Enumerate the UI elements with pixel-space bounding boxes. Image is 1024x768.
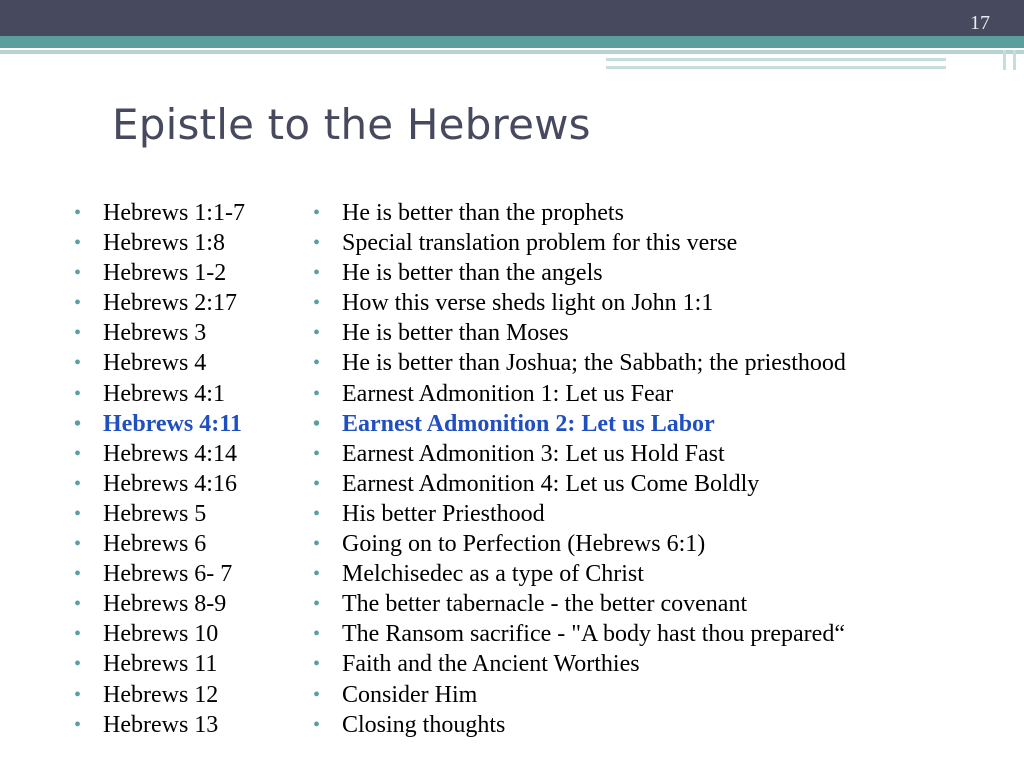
bullet-icon: • — [313, 563, 321, 586]
reference-item-text: Hebrews 1:1-7 — [103, 200, 245, 226]
topic-item-text: Faith and the Ancient Worthies — [342, 651, 640, 678]
bullet-icon: • — [74, 502, 82, 525]
bullet-icon: • — [74, 472, 82, 495]
topic-item — [313, 710, 1013, 740]
reference-item-text: Hebrews 10 — [103, 621, 219, 648]
bullet-icon: • — [313, 292, 321, 315]
topic-item-text: Earnest Admonition 1: Let us Fear — [342, 380, 674, 407]
topic-item-text: He is better than the prophets — [342, 200, 624, 226]
reference-item — [74, 710, 304, 740]
topic-item-text: Consider Him — [342, 681, 478, 708]
reference-list — [74, 198, 304, 740]
reference-item-text: Hebrews 8-9 — [103, 591, 227, 618]
reference-item-text: Hebrews 5 — [103, 500, 207, 527]
bullet-icon: • — [313, 623, 321, 646]
bullet-icon: • — [74, 533, 82, 556]
reference-item-text: Hebrews 4:1 — [103, 380, 225, 407]
bullet-icon: • — [74, 292, 82, 315]
reference-item — [74, 469, 304, 499]
topic-item — [313, 228, 1013, 258]
reference-item — [74, 559, 304, 589]
reference-item — [74, 499, 304, 529]
bullet-icon: • — [313, 442, 321, 465]
reference-item — [74, 409, 304, 439]
bullet-icon: • — [313, 322, 321, 345]
bullet-icon: • — [74, 623, 82, 646]
topic-item — [313, 649, 1013, 679]
accent-band — [0, 36, 1024, 48]
topic-item — [313, 559, 1013, 589]
reference-item-text: Hebrews 1-2 — [103, 260, 227, 287]
reference-item-text: Hebrews 13 — [103, 711, 219, 738]
topic-item — [313, 499, 1013, 529]
bullet-icon: • — [313, 412, 321, 435]
topic-item — [313, 198, 1013, 228]
topic-item-text: Going on to Perfection (Hebrews 6:1) — [342, 531, 706, 558]
reference-item-text: Hebrews 11 — [103, 651, 218, 678]
reference-item-text: Hebrews 4 — [103, 350, 207, 377]
reference-item — [74, 258, 304, 288]
topic-item — [313, 680, 1013, 710]
topic-item-text: He is better than Joshua; the Sabbath; the priesthood — [342, 350, 846, 377]
reference-item — [74, 439, 304, 469]
bullet-icon: • — [74, 232, 82, 255]
topic-item-text: He is better than the angels — [342, 260, 603, 287]
bullet-icon: • — [74, 412, 82, 435]
topic-item — [313, 379, 1013, 409]
bullet-icon: • — [313, 472, 321, 495]
reference-item — [74, 649, 304, 679]
topic-item — [313, 469, 1013, 499]
bullet-icon: • — [313, 202, 321, 224]
reference-item-text: Hebrews 1:8 — [103, 230, 225, 257]
bullet-icon: • — [74, 352, 82, 375]
reference-item-text: Hebrews 4:11 — [103, 410, 242, 437]
bullet-icon: • — [74, 563, 82, 586]
topic-item — [313, 288, 1013, 318]
topic-item — [313, 529, 1013, 559]
topic-item-text: Earnest Admonition 3: Let us Hold Fast — [342, 440, 725, 467]
bullet-icon: • — [74, 442, 82, 465]
reference-item — [74, 680, 304, 710]
reference-item-text: Hebrews 6- 7 — [103, 561, 233, 588]
bullet-icon: • — [313, 593, 321, 616]
decorative-rule — [606, 58, 946, 61]
reference-item — [74, 619, 304, 649]
bullet-icon: • — [74, 202, 82, 224]
bullet-icon: • — [74, 262, 82, 285]
topic-item-text: Closing thoughts — [342, 711, 506, 738]
bullet-icon: • — [74, 322, 82, 345]
bullet-icon: • — [313, 713, 321, 736]
decorative-line — [1003, 50, 1006, 70]
topic-item-text: The better tabernacle - the better covenant — [342, 591, 748, 618]
bullet-icon: • — [74, 382, 82, 405]
bullet-icon: • — [313, 382, 321, 405]
reference-item — [74, 529, 304, 559]
reference-item — [74, 228, 304, 258]
topic-item — [313, 409, 1013, 439]
slide-title: Epistle to the Hebrews — [112, 100, 591, 149]
bullet-icon: • — [74, 683, 82, 706]
bullet-icon: • — [313, 683, 321, 706]
topic-list — [313, 198, 1013, 740]
topic-item — [313, 589, 1013, 619]
bullet-icon: • — [313, 502, 321, 525]
reference-item — [74, 318, 304, 348]
topic-item-text: The Ransom sacrifice - "A body hast thou prepared“ — [342, 621, 845, 648]
bullet-icon: • — [313, 262, 321, 285]
topic-item-text: Earnest Admonition 4: Let us Come Boldly — [342, 470, 760, 497]
bullet-icon: • — [74, 653, 82, 676]
reference-item-text: Hebrews 6 — [103, 531, 207, 558]
slide-number: 17 — [970, 12, 990, 34]
topic-item — [313, 258, 1013, 288]
reference-item-text: Hebrews 4:14 — [103, 440, 237, 467]
topic-item-text: How this verse sheds light on John 1:1 — [342, 290, 714, 317]
topic-item — [313, 348, 1013, 378]
topic-item — [313, 439, 1013, 469]
reference-item — [74, 589, 304, 619]
bullet-icon: • — [74, 713, 82, 736]
topic-item-text: Special translation problem for this verse — [342, 230, 738, 257]
bullet-icon: • — [313, 352, 321, 375]
topic-item — [313, 619, 1013, 649]
bullet-icon: • — [313, 653, 321, 676]
reference-item-text: Hebrews 2:17 — [103, 290, 237, 317]
bullet-icon: • — [74, 593, 82, 616]
decorative-rule — [606, 66, 946, 69]
reference-item-text: Hebrews 4:16 — [103, 470, 237, 497]
topic-item-text: His better Priesthood — [342, 500, 545, 527]
bullet-icon: • — [313, 533, 321, 556]
reference-item — [74, 198, 304, 228]
reference-item — [74, 379, 304, 409]
bullet-icon: • — [313, 232, 321, 255]
topic-item — [313, 318, 1013, 348]
reference-item-text: Hebrews 12 — [103, 681, 219, 708]
reference-item — [74, 348, 304, 378]
topic-item-text: Melchisedec as a type of Christ — [342, 561, 644, 588]
decorative-line — [1013, 50, 1016, 70]
reference-item-text: Hebrews 3 — [103, 320, 207, 347]
reference-item — [74, 288, 304, 318]
decorative-rule — [0, 50, 1024, 54]
header-band — [0, 0, 1024, 36]
topic-item-text: He is better than Moses — [342, 320, 569, 347]
topic-item-text: Earnest Admonition 2: Let us Labor — [342, 410, 715, 437]
